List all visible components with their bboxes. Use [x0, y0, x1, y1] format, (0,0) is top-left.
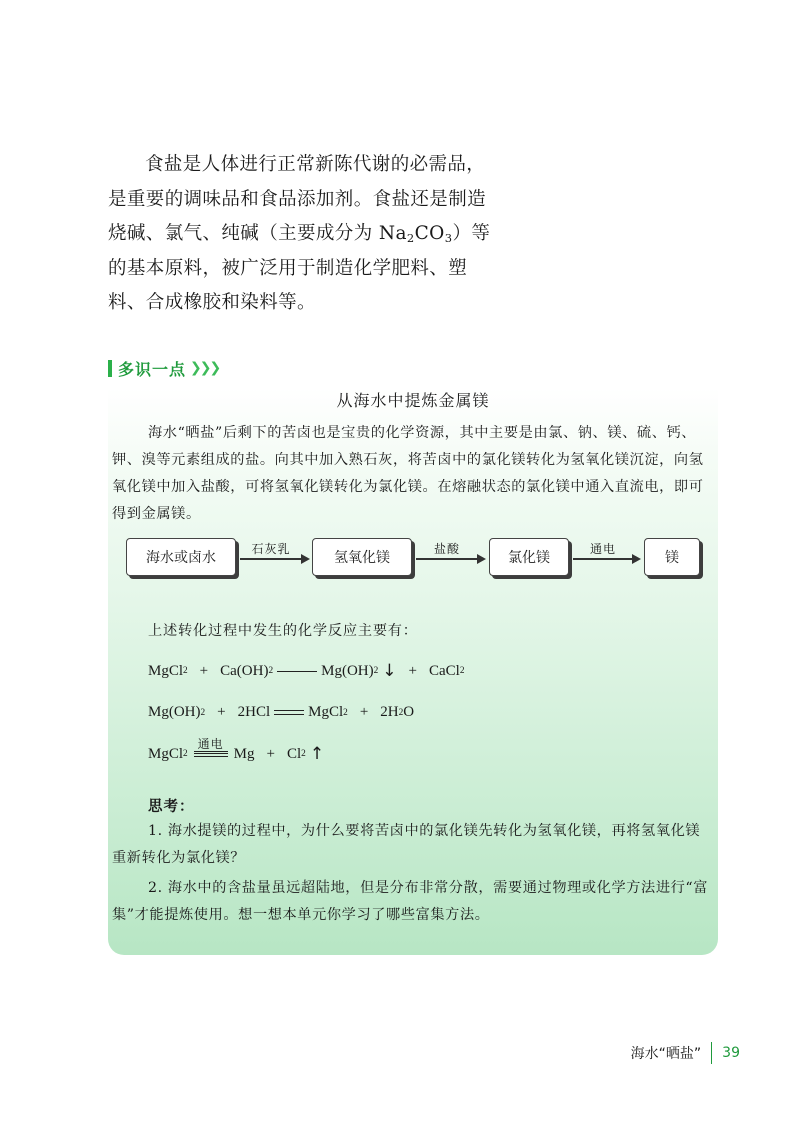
- section-title: 多识一点: [118, 359, 187, 379]
- footer-divider: [711, 1042, 712, 1064]
- flow-box-seawater: 海水或卤水: [126, 538, 236, 576]
- flow-box-mgoh2: 氢氧化镁: [312, 538, 412, 576]
- flow-arrow-3: [573, 542, 633, 560]
- chevron-right-icon: ❯❯❯: [190, 360, 220, 376]
- flow-arrow-label: 盐酸: [433, 542, 460, 556]
- flow-arrow-label: 通电: [589, 542, 616, 556]
- question-1: 1. 海水提镁的过程中，为什么要将苦卤中的氯化镁先转化为氢氧化镁，再将氢氧化镁重新转化为氯化镁？: [112, 823, 701, 866]
- think-title: 思考：: [148, 798, 195, 815]
- reaction-intro: 上述转化过程中发生的化学反应主要有：: [148, 623, 418, 639]
- equation-1: MgCl 2 + Ca(OH) 2 Mg(OH) 2 ↓ + CaCl 2: [148, 661, 465, 681]
- page-number: 39: [722, 1045, 740, 1061]
- question-2: 2. 海水中的含盐量虽远超陆地，但是分布非常分散，需要通过物理或化学方法进行“富集”才能提炼使用。想一想本单元你学习了哪些富集方法。: [112, 880, 709, 923]
- section-marker: [108, 360, 112, 377]
- flow-arrow-1: [240, 542, 302, 560]
- chapter-title: 海水“晒盐”: [630, 1046, 702, 1062]
- reaction-line: [277, 671, 317, 672]
- box-title: 从海水中提炼金属镁: [336, 391, 490, 410]
- equation-2: Mg(OH) 2 + 2HCl MgCl 2 + 2H 2 O: [148, 704, 415, 720]
- flow-arrow-2: [416, 542, 478, 560]
- flow-diagram: [108, 538, 718, 608]
- section-header: [108, 357, 219, 379]
- flow-arrow-label: 石灰乳: [251, 542, 291, 556]
- down-arrow-icon: ↓: [382, 661, 397, 681]
- up-arrow-icon: ↑: [309, 744, 325, 764]
- equation-3: MgCl 2 通电 Mg + Cl 2 ↑: [148, 737, 325, 764]
- flow-box-mg: 镁: [644, 538, 700, 576]
- reaction-condition: 通电: [194, 737, 228, 757]
- flow-box-mgcl2: 氯化镁: [489, 538, 569, 576]
- equals-sign: [274, 710, 304, 715]
- intro-paragraph: 食盐是人体进行正常新陈代谢的必需品，是重要的调味品和食品添加剂。食盐还是制造烧碱、氯气、纯碱（主要成分为 $Na_2CO_3$）等的基本原料，被广泛用于制造化学肥料、塑料、合成橡胶和染料等。: [108, 154, 491, 313]
- page-footer: [631, 1042, 740, 1064]
- info-box: [108, 388, 718, 955]
- box-paragraph: 海水“晒盐”后剩下的苦卤也是宝贵的化学资源，其中主要是由氯、钠、镁、硫、钙、钾、溴等元素组成的盐。向其中加入熟石灰，将苦卤中的氯化镁转化为氢氧化镁沉淀，向氢氧化镁中加入盐酸，可将氢氧化镁转化为氯化镁。在熔融状态的氯化镁中通入直流电，即可得到金属镁。: [112, 425, 704, 522]
